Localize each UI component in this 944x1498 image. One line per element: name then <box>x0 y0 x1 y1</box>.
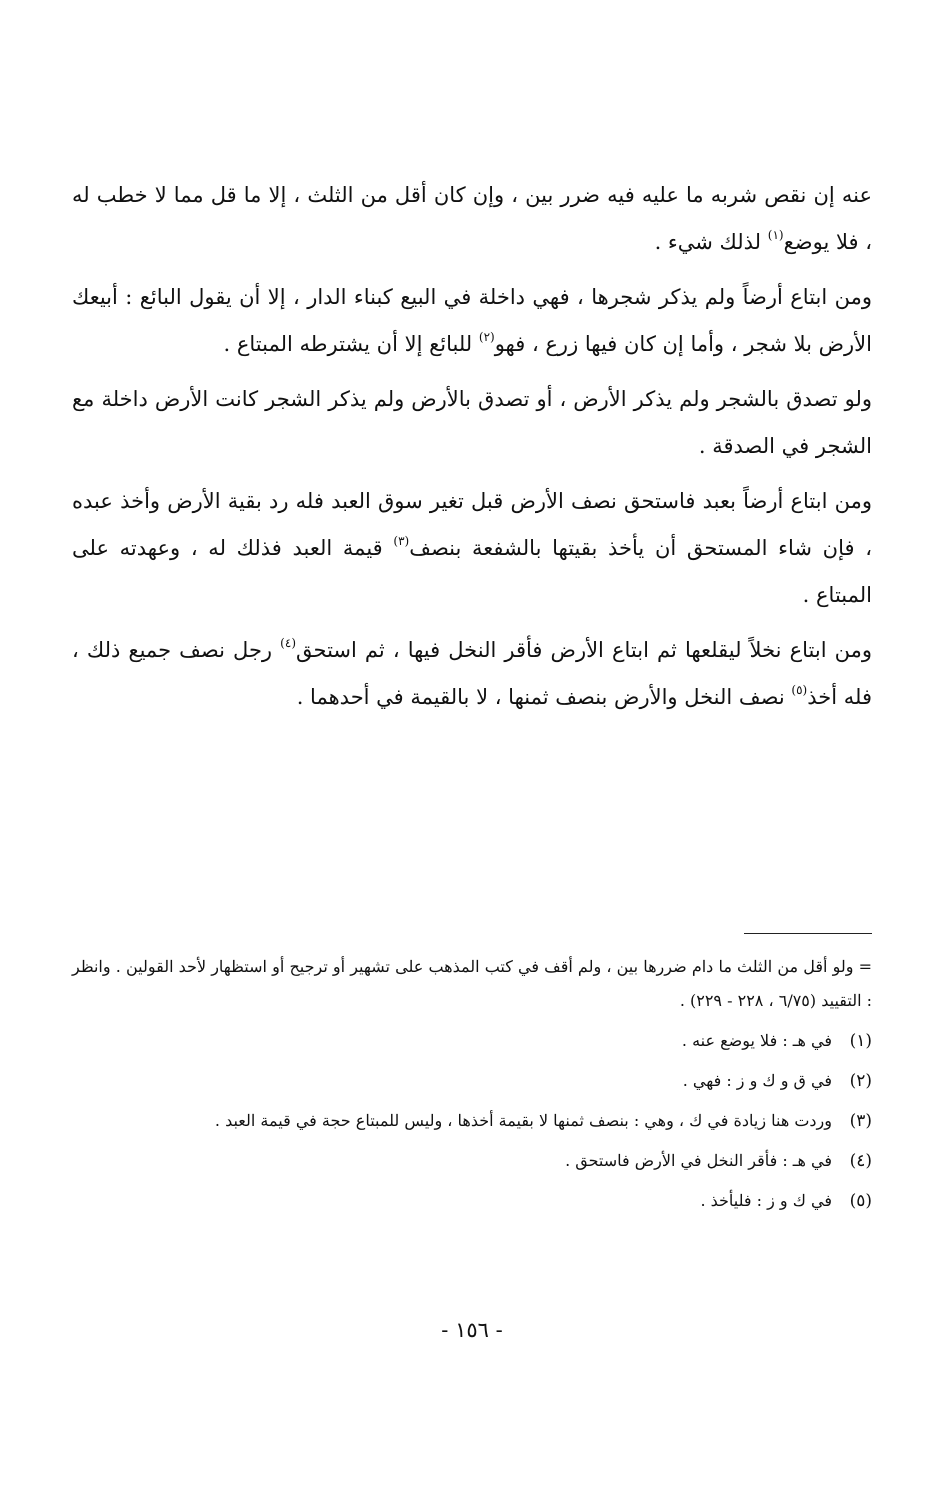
paragraph-4-tail: قيمة العبد فذلك له ، وعهدته على المبتاع . <box>72 536 872 607</box>
footnote-ref-3: (٣) <box>393 534 410 548</box>
main-text <box>72 172 872 729</box>
footnote-4 <box>72 1144 872 1178</box>
paragraph-1 <box>72 172 872 266</box>
footnote-text: في ك و ز : فليأخذ . <box>700 1191 832 1210</box>
footnote-number: (٤) <box>849 1151 872 1171</box>
footnote-2 <box>72 1064 872 1098</box>
footnote-1 <box>72 1024 872 1058</box>
footnote-ref-4: (٤) <box>280 636 296 650</box>
footnote-text: وردت هنا زيادة في ك ، وهي : بنصف ثمنها لا بقيمة أخذها ، وليس للمبتاع حجة في قيمة العبد . <box>214 1111 832 1130</box>
paragraph-3-text: ولو تصدق بالشجر ولم يذكر الأرض ، أو تصدق بالأرض ولم يذكر الشجر كانت الأرض داخلة مع الشجر في الصدقة . <box>72 387 872 458</box>
paragraph-4 <box>72 478 872 619</box>
paragraph-1-text: عنه إن نقص شربه ما عليه فيه ضرر بين ، وإن كان أقل من الثلث ، إلا ما قل مما لا خطب له ، فلا يوضع <box>72 183 872 254</box>
paragraph-5-text: ومن ابتاع نخلاً ليقلعها ثم ابتاع الأرض فأقر النخل فيها ، ثم استحق <box>296 638 873 662</box>
footnote-number: (٣) <box>849 1111 872 1131</box>
footnote-text: في ق و ك و ز : فهي . <box>682 1071 832 1090</box>
footnote-3 <box>72 1104 872 1138</box>
paragraph-5 <box>72 627 872 721</box>
page-number: - ١٥٦ - <box>441 1318 503 1342</box>
footnote-continuation: = ولو أقل من الثلث ما دام ضررها بين ، ولم أقف في كتب المذهب على تشهير أو ترجيح أو استظهار لأحد القولين . وانظر : التقييد (٦/٧٥ ، ٢٢٨ - ٢٢٩) . <box>72 957 872 1010</box>
footnote-text: في هـ : فلا يوضع عنه . <box>681 1031 832 1050</box>
paragraph-5-mid: رجل نصف جميع ذلك ، فله أخذ <box>72 638 872 709</box>
footnote-number: (١) <box>849 1031 872 1051</box>
footnote-divider <box>744 933 872 934</box>
paragraph-4-text: ومن ابتاع أرضاً بعبد فاستحق نصف الأرض قبل تغير سوق العبد فله رد بقية الأرض وأخذ عبده ، فإن شاء المستحق أن يأخذ بقيتها بالشفعة بنصف <box>72 489 872 560</box>
paragraph-5-tail: نصف النخل والأرض بنصف ثمنها ، لا بالقيمة في أحدهما . <box>296 685 792 709</box>
footnote-text: في هـ : فأقر النخل في الأرض فاستحق . <box>565 1151 832 1170</box>
footnote-ref-2: (٢) <box>478 330 495 344</box>
paragraph-3 <box>72 376 872 470</box>
footnote-ref-5: (٥) <box>791 683 808 697</box>
paragraph-2-text: ومن ابتاع أرضاً ولم يذكر شجرها ، فهي داخلة في البيع كبناء الدار ، إلا أن يقول البائع : أبيعك الأرض بلا شجر ، وأما إن كان فيها زرع ، فهو <box>72 285 872 356</box>
footnote-ref-1: (١) <box>767 228 784 242</box>
footnote-number: (٢) <box>849 1071 872 1091</box>
paragraph-1-tail: لذلك شيء . <box>654 230 768 254</box>
footnotes <box>72 950 872 1224</box>
footnote-5 <box>72 1184 872 1218</box>
paragraph-2 <box>72 274 872 368</box>
paragraph-2-tail: للبائع إلا أن يشترطه المبتاع . <box>223 332 479 356</box>
footnote-number: (٥) <box>849 1191 872 1211</box>
